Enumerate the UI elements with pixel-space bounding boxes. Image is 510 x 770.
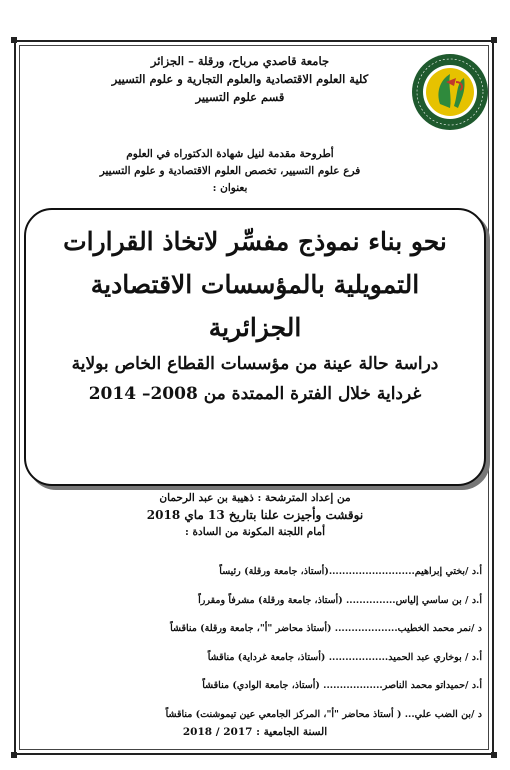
border-corner [11, 37, 17, 43]
specialty-line: فرع علوم التسيير، تخصص العلوم الاقتصادية و علوم التسيير [99, 165, 361, 177]
candidate-name: من إعداد المترشحة : ذهيبة بن عبد الرحمان [159, 492, 351, 504]
border-corner [491, 37, 497, 43]
title-line-2: التمويلية بالمؤسسات الاقتصادية [90, 270, 420, 299]
title-line-3: الجزائرية [208, 313, 302, 342]
border-corner [11, 752, 17, 758]
title-caption: بعنوان : [212, 182, 248, 194]
committee-member: أ.د / بوخاري عبد الحميد.................. (أستاذ، جامعة غرداية) مناقشاً [207, 651, 482, 663]
faculty-name: كلية العلوم الاقتصادية والعلوم التجارية و علوم التسيير [111, 72, 369, 86]
academic-year: السنة الجامعية : 2017 / 2018 [182, 726, 328, 738]
committee-member: أ.د /حميداتو محمد الناصر.................. (أستاذ، جامعة الوادي) مناقشاً [202, 680, 482, 692]
institution-header [90, 52, 390, 106]
committee-intro: أمام اللجنة المكونة من السادة : [184, 526, 325, 538]
degree-line: أطروحة مقدمة لنيل شهادة الدكتوراه في العلوم [126, 148, 334, 160]
thesis-title-box [24, 208, 486, 486]
committee-member: د /نمر محمد الخطيب................... (أستاذ محاضر "أ"، جامعة ورقلة) مناقشاً [170, 623, 482, 635]
committee-member: د /بن الضب علي... ( أستاذ محاضر "أ"، المركز الجامعي عين تيموشنت) مناقشاً [165, 708, 482, 720]
defense-date: نوقشت وأجيزت علنا بتاريخ 13 ماي 2018 [146, 508, 364, 522]
committee-list [32, 558, 482, 730]
committee-member: أ.د /بختي إبراهيم..........................(أستاذ، جامعة ورقلة) رئيساً [219, 566, 482, 577]
university-seal-icon [410, 52, 490, 132]
committee-member: أ.د / بن ساسي إلياس............... (أستاذ، جامعة ورقلة) مشرفاً ومقرراً [198, 594, 482, 606]
department-name: قسم علوم التسيير [195, 90, 285, 104]
border-corner [491, 752, 497, 758]
title-line-1: نحو بناء نموذج مفسِّر لاتخاذ القرارات [63, 227, 447, 256]
thesis-intro [60, 146, 400, 197]
subtitle-line-1: دراسة حالة عينة من مؤسسات القطاع الخاص بولاية [71, 354, 439, 374]
university-name: جامعة قاصدي مرباح، ورقلة – الجزائر [150, 54, 330, 68]
subtitle-line-2: غرداية خلال الفترة الممتدة من 2008– 2014 [88, 384, 422, 404]
preparation-info [60, 490, 450, 541]
